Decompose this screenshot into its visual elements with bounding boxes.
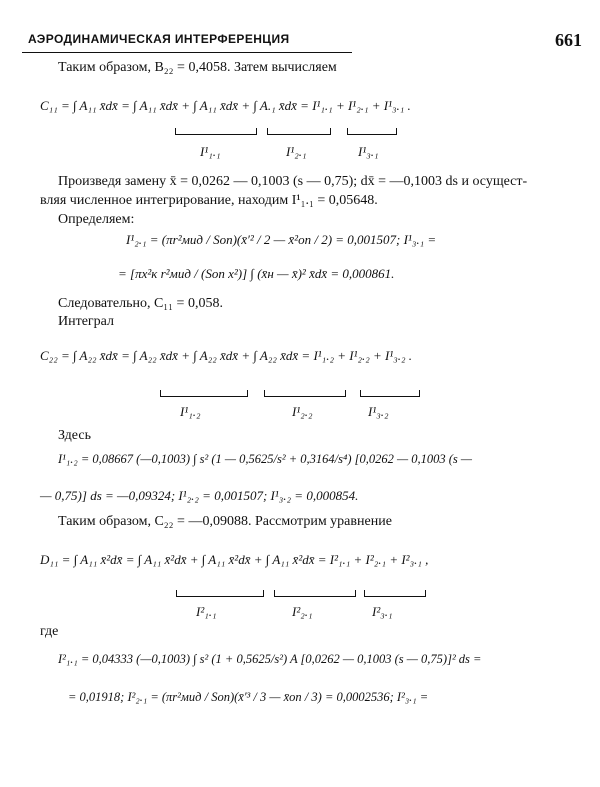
equation-i12: I¹₁.₂ = 0,08667 (—0,1003) ∫ s² (1 — 0,5625/s² + 0,3164/s⁴) [0,0262 — 0,1003 (s — [58,452,473,466]
brace-row-c11 [175,128,395,136]
running-head: АЭРОДИНАМИЧЕСКАЯ ИНТЕРФЕРЕНЦИЯ [28,32,290,46]
label-i22: I¹₂.₂ [292,404,313,419]
text-line-5: Следовательно, C₁₁ = 0,058. [58,296,223,311]
equation-c11: C₁₁ = ∫ A₁₁ x̄dx̄ = ∫ A₁₁ x̄dx̄ + ∫ A₁₁ x̄dx̄ + ∫ A.₁ x̄dx̄ = I¹₁.₁ + I¹₂.₁ + I¹₃.₁ . [40,98,411,113]
page-number: 661 [555,30,582,50]
text-line-1: Таким образом, B₂₂ = 0,4058. Затем вычисляем [58,60,337,75]
text-line-6: Интеграл [58,314,114,329]
page-header [22,30,582,52]
equation-i221: = 0,01918; I²₂.₁ = (πr²мид / Sоп)(x̄′³ / 3 — x̄оп / 3) = 0,0002536; I²₃.₁ = [68,690,429,704]
text-line-7: Здесь [58,428,91,443]
text-line-2: Произведя замену x̄ = 0,0262 — 0,1003 (s — 0,75); dx̄ = —0,1003 ds и осущест- [58,174,528,189]
label-i21: I¹₂.₁ [286,144,307,159]
text-line-8: Таким образом, C₂₂ = —0,09088. Рассмотрим уравнение [58,514,392,529]
brace-7 [176,590,264,597]
label-i12: I¹₁.₂ [180,404,201,419]
label-i32: I¹₃.₂ [368,404,389,419]
header-rule [22,52,352,53]
label-i31: I¹₃.₁ [358,144,379,159]
brace-2 [267,128,331,135]
text-line-4: Определяем: [58,212,135,227]
equation-i211: I²₁.₁ = 0,04333 (—0,1003) ∫ s² (1 + 0,5625/s²) A [0,0262 — 0,1003 (s — 0,75)]² ds = [58,652,482,666]
equation-i21: I¹₂.₁ = (πr²мид / Sоп)(x̄′² / 2 — x̄²оп / 2) = 0,001507; I¹₃.₁ = [126,232,437,247]
text-line-3: вляя численное интегрирование, находим I¹₁.₁ = 0,05648. [40,193,378,208]
brace-row-d11 [176,590,426,598]
brace-3 [347,128,397,135]
equation-c22: C₂₂ = ∫ A₂₂ x̄dx̄ = ∫ A₂₂ x̄dx̄ + ∫ A₂₂ x̄dx̄ + ∫ A₂₂ x̄dx̄ = I¹₁.₂ + I¹₂.₂ + I¹₃.₂ . [40,348,413,363]
brace-5 [264,390,346,397]
equation-d11: D₁₁ = ∫ A₁₁ x̄²dx̄ = ∫ A₁₁ x̄²dx̄ + ∫ A₁₁ x̄²dx̄ + ∫ A₁₁ x̄²dx̄ = I²₁.₁ + I²₂.₁ + I²₃.₁ , [40,552,429,567]
label-i11: I¹₁.₁ [200,144,221,159]
brace-8 [274,590,356,597]
label-i221: I²₂.₁ [292,604,313,619]
brace-1 [175,128,257,135]
text-line-9: где [40,624,59,639]
brace-4 [160,390,248,397]
brace-9 [364,590,426,597]
label-i231: I²₃.₁ [372,604,393,619]
label-i211: I²₁.₁ [196,604,217,619]
brace-6 [360,390,420,397]
brace-row-c22 [160,390,420,398]
equation-i31: = [πx²к r²мид / (Sоп x²)] ∫ (x̄н — x̄)² x̄dx̄ = 0,000861. [118,266,395,281]
equation-i12-cont: — 0,75)] ds = —0,09324; I¹₂.₂ = 0,001507; I¹₃.₂ = 0,000854. [40,488,359,503]
